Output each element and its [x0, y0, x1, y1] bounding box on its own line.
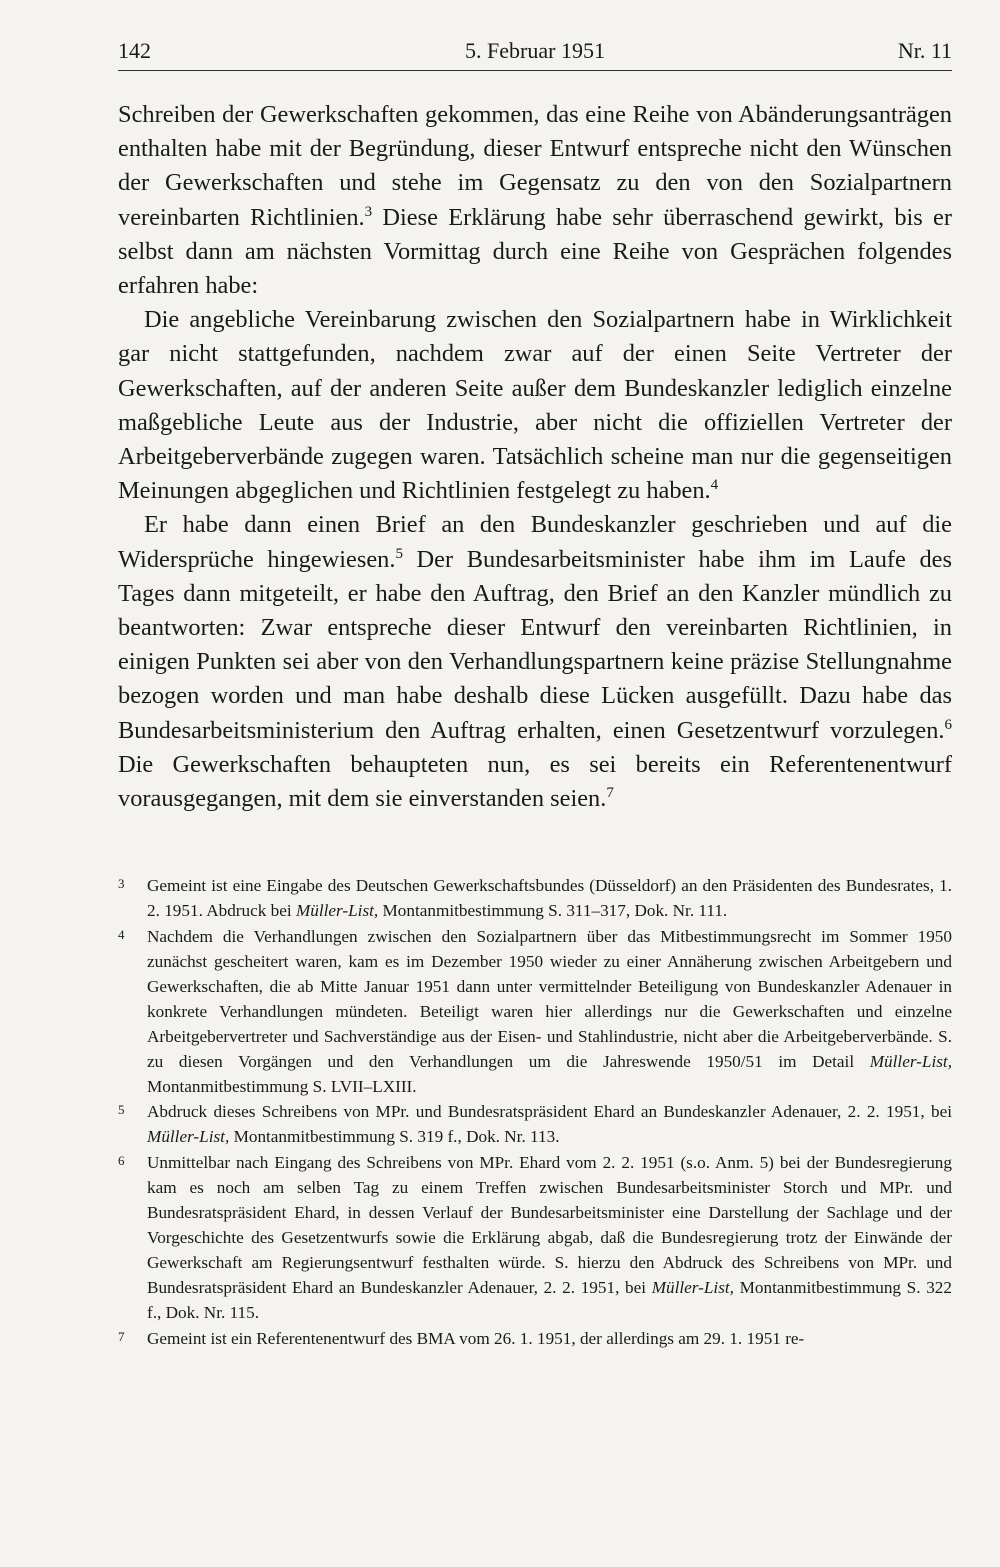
footnotes [118, 874, 952, 1351]
footnote-ref-5[interactable]: 5 [395, 545, 403, 562]
running-header [118, 36, 952, 71]
book-page [118, 36, 952, 1351]
paragraph-text: Der Bundesarbeitsminister habe ihm im Laufe des Tages dann mitgeteilt, er habe den Auftrag, den Brief an den Kanzler mündlich zu beantworten: Zwar entspreche dieser Entwurf den vereinbarten Richtlinien, in einigen Punkten sei aber von den Verhandlungspartnern keine präzise Stellungnahme bezogen worden und man habe deshalb diese Lücken ausgefüllt. Dazu habe das Bundesarbeitsministerium den Auftrag erhalten, einen Gesetzentwurf vorzulegen. [118, 545, 953, 744]
footnote-text: Montanmitbestimmung S. 322 f., Dok. Nr. 115. [147, 1277, 952, 1322]
footnote-6 [118, 1151, 952, 1325]
footnote-text: Unmittelbar nach Eingang des Schreibens von MPr. Ehard vom 2. 2. 1951 (s.o. Anm. 5) bei der Bundesregierung kam es noch am selben Tag zu einem Treffen zwischen Bundesarbeitsminister Storch und MPr. und Bundesratspräsident Ehard, in dessen Verlauf der Bundesarbeitsminister eine Darstellung der Sachlage und der Vorgeschichte des Gesetzentwurfs sowie die Erklärung abgab, daß die Bundesregierung trotz der Einwände der Gewerkschaft am Regierungsentwurf festhalten würde. S. hierzu den Abdruck des Schreibens von MPr. und Bundesratspräsident Ehard an Bundeskanzler Adenauer, 2. 2. 1951, bei [147, 1153, 952, 1297]
footnote-author: Müller-List, [869, 1051, 952, 1071]
header-date: 5. Februar 1951 [465, 38, 605, 63]
footnote-ref-4[interactable]: 4 [710, 477, 719, 494]
paragraph-3 [118, 508, 952, 816]
paragraph-text: Die angebliche Vereinbarung zwischen den Sozialpartnern habe in Wirklichkeit gar nicht stattgefunden, nachdem zwar auf der einen Seite Vertreter der Gewerkschaften, auf der anderen Seite außer dem Bundeskanzler lediglich einzelne maßgebliche Leute aus der Industrie, aber nicht die offiziellen Vertreter der Arbeitgeberverbände zugegen waren. Tatsächlich scheine man nur die gegenseitigen Meinungen abgeglichen und Richtlinien festgelegt zu haben. [118, 306, 952, 505]
footnote-number: 6 [118, 1153, 125, 1169]
paragraph-text: Diese Erklärung habe sehr überraschend gewirkt, bis er selbst dann am nächsten Vormittag durch eine Reihe von Gesprächen folgendes erfahren habe: [118, 203, 952, 300]
footnote-author: Müller-List, [147, 1127, 230, 1147]
footnote-text: Montanmitbestimmung S. LVII–LXIII. [147, 1076, 417, 1096]
paragraph-text: Schreiben der Gewerkschaften gekommen, das eine Reihe von Abänderungsanträgen enthalten habe mit der Begründung, dieser Entwurf entspreche nicht den Wünschen der Gewerkschaften und stehe im Gegensatz zu den von den Sozialpartnern vereinbarten Richtlinien. [118, 101, 952, 231]
footnote-number: 7 [118, 1328, 125, 1344]
paragraph-text: Er habe dann einen Brief an den Bundeskanzler geschrieben und auf die Widersprüche hingewiesen. [118, 511, 952, 573]
footnote-3 [118, 874, 952, 924]
footnote-text: Nachdem die Verhandlungen zwischen den Sozialpartnern über das Mitbestimmungsrecht im Sommer 1950 zunächst gescheitert waren, kam es im Dezember 1950 wieder zu einer Annäherung zwischen Arbeitgebern und Gewerkschaften, die ab Mitte Januar 1951 dann unter vermittelnder Beteiligung von Bundeskanzler Adenauer in konkrete Verhandlungen mündeten. Beteiligt waren hier allerdings nur die Gewerkschaften und einzelne Arbeitgebervertreter und Sachverständige aus der Eisen- und Stahlindustrie, nicht aber die Arbeitgeberverbände. S. zu diesen Vorgängen und den Verhandlungen um die Jahreswende 1950/51 im Detail [147, 927, 952, 1071]
footnote-7 [118, 1327, 952, 1352]
footnote-4 [118, 925, 952, 1099]
footnote-ref-3[interactable]: 3 [364, 203, 373, 220]
footnote-text: Montanmitbestimmung S. 311–317, Dok. Nr. 111. [378, 901, 728, 921]
main-text [118, 98, 952, 816]
footnote-text: Gemeint ist eine Eingabe des Deutschen Gewerkschaftsbundes (Düsseldorf) an den Präsidenten des Bundesrates, 1. 2. 1951. Abdruck bei [147, 876, 952, 921]
footnote-text: Gemeint ist ein Referentenentwurf des BMA vom 26. 1. 1951, der allerdings am 29. 1. 1951 re- [147, 1328, 805, 1348]
footnote-ref-6[interactable]: 6 [944, 716, 952, 733]
document-number: Nr. 11 [897, 38, 952, 63]
paragraph-text: Die Gewerkschaften behaupteten nun, es sei bereits ein Referentenentwurf vorausgegangen, mit dem sie einverstanden seien. [118, 750, 952, 813]
footnote-ref-7[interactable]: 7 [606, 785, 614, 802]
footnote-number: 5 [118, 1102, 125, 1118]
paragraph-1 [118, 98, 952, 303]
paragraph-2 [118, 303, 952, 508]
footnote-author: Müller-List, [651, 1277, 734, 1297]
footnote-5 [118, 1100, 952, 1150]
footnote-author: Müller-List, [295, 901, 379, 921]
footnote-text: Abdruck dieses Schreibens von MPr. und Bundesratspräsident Ehard an Bundeskanzler Adenauer, 2. 2. 1951, bei [147, 1102, 952, 1122]
footnote-text: Montanmitbestimmung S. 319 f., Dok. Nr. 113. [229, 1127, 560, 1147]
footnote-number: 3 [118, 876, 125, 892]
footnote-number: 4 [118, 927, 125, 943]
page-number: 142 [118, 38, 151, 63]
